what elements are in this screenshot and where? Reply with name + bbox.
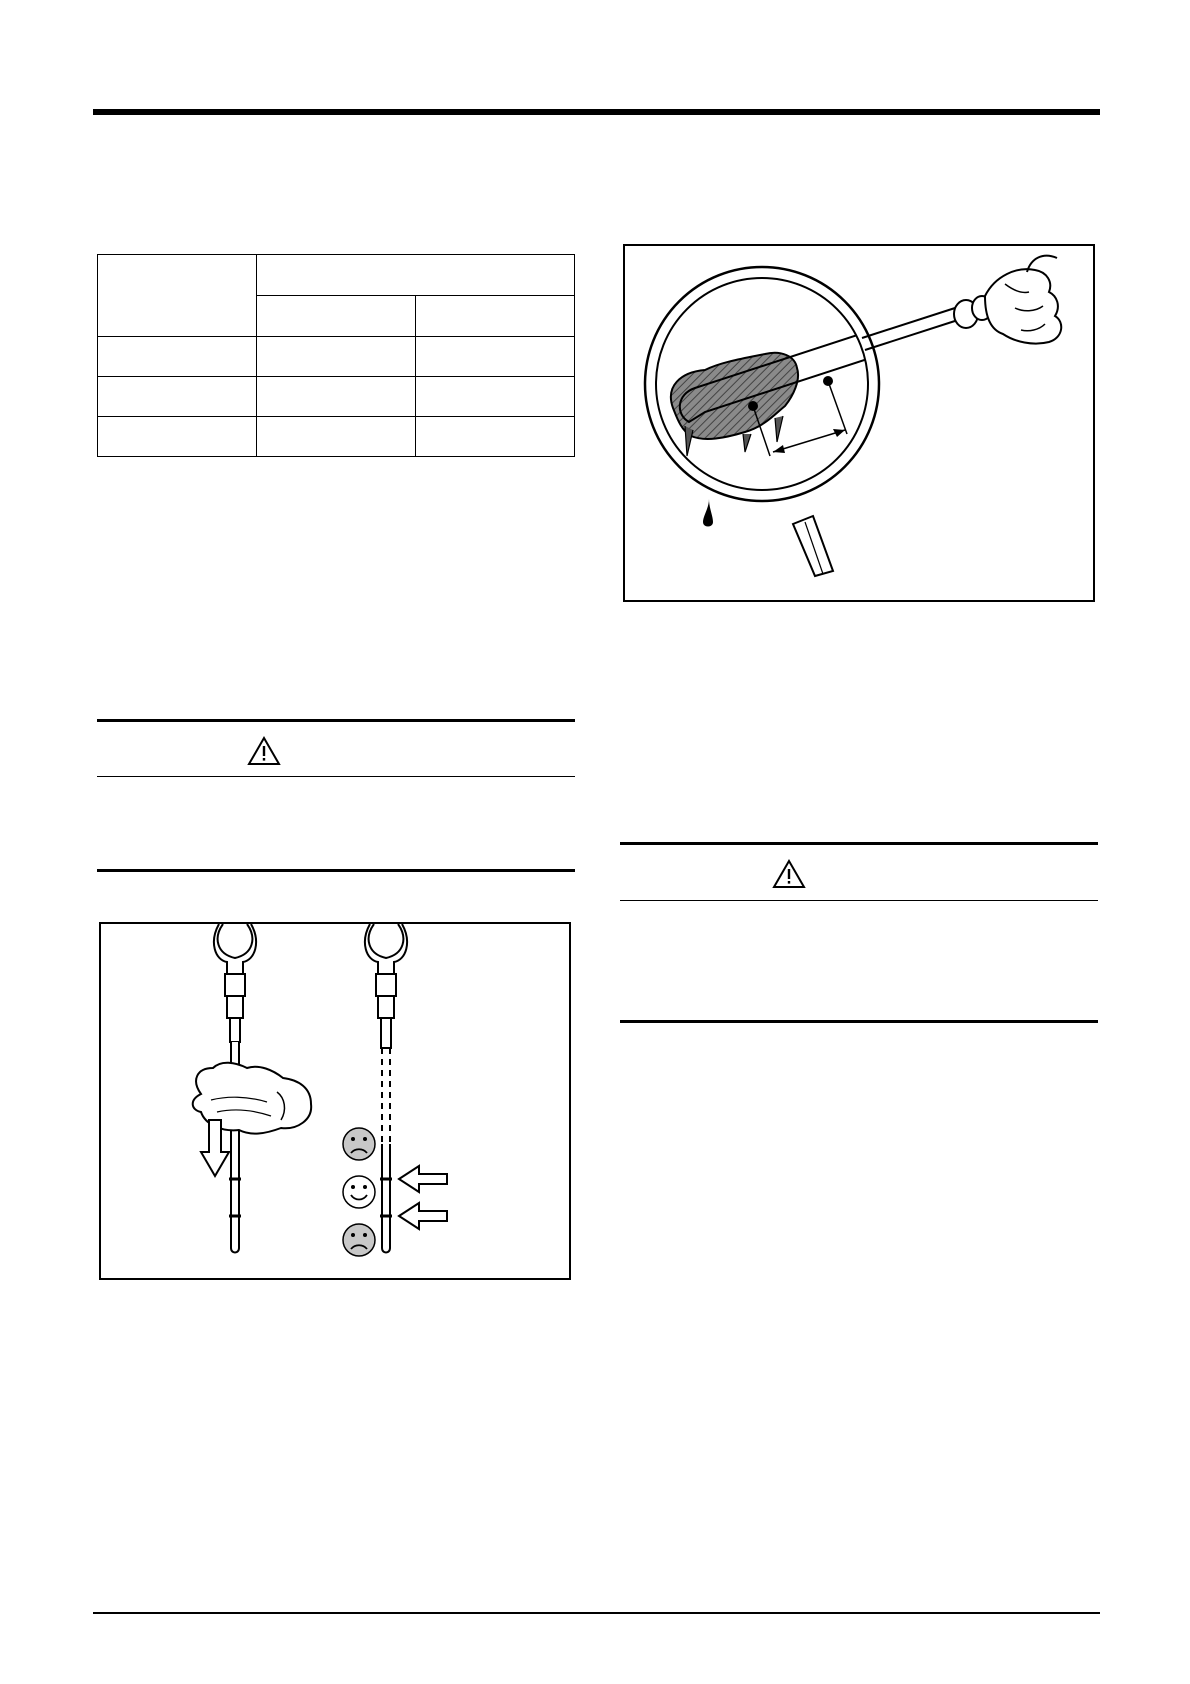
warning-separator	[97, 776, 575, 777]
figure-oil-level	[99, 922, 571, 1280]
table-cell	[98, 417, 257, 457]
table-cell	[416, 417, 575, 457]
table-subheader	[416, 296, 575, 337]
table-cell	[416, 337, 575, 377]
table-row	[98, 377, 575, 417]
dipstick-oil-level-check-illustration	[101, 924, 569, 1278]
warning-box-right	[620, 842, 1098, 1025]
warning-top-rule	[97, 719, 575, 722]
dipstick-oil-sample-magnifier-illustration	[625, 246, 1093, 600]
warning-separator	[620, 900, 1098, 901]
table-row	[98, 337, 575, 377]
footer-text	[93, 1620, 1100, 1640]
table-cell	[416, 377, 575, 417]
table-group-label	[257, 255, 575, 296]
table-cell	[257, 377, 416, 417]
warning-text	[97, 785, 575, 845]
warning-box-left	[97, 719, 575, 874]
warning-triangle-icon	[247, 736, 281, 766]
warning-bottom-rule	[97, 869, 575, 872]
figure-oil-sample	[623, 244, 1095, 602]
header-rule	[93, 109, 1100, 115]
table-subheader	[257, 296, 416, 337]
happy-face-icon	[343, 1176, 375, 1208]
table-cell	[257, 337, 416, 377]
warning-text	[620, 910, 1098, 1000]
footer-rule	[93, 1612, 1100, 1614]
sad-face-icon	[343, 1224, 375, 1256]
sad-face-icon	[343, 1128, 375, 1160]
table-cell	[98, 377, 257, 417]
spec-table	[97, 254, 575, 457]
warning-top-rule	[620, 842, 1098, 845]
table-cell	[257, 417, 416, 457]
table-row	[98, 417, 575, 457]
table-header-label	[98, 255, 257, 337]
table-cell	[98, 337, 257, 377]
page-title	[93, 80, 1100, 102]
warning-bottom-rule	[620, 1020, 1098, 1023]
warning-triangle-icon	[772, 859, 806, 889]
